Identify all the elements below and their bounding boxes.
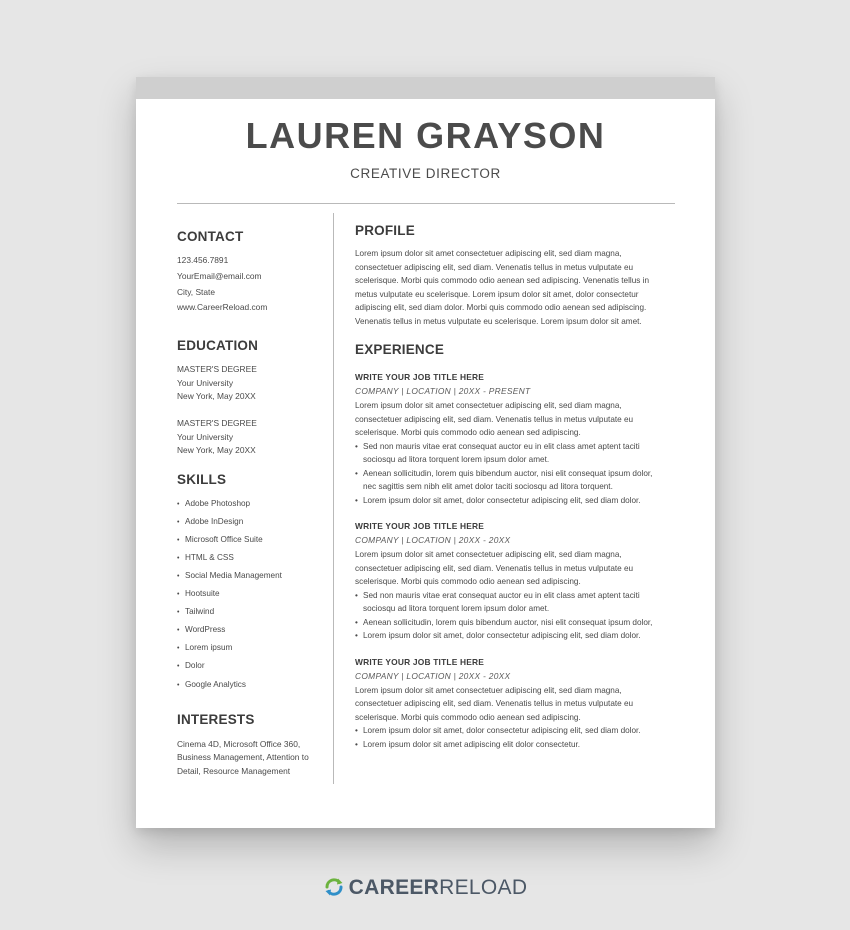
job-bullets xyxy=(355,724,675,751)
job-entry xyxy=(355,521,675,643)
interests-text xyxy=(177,738,322,779)
profile-line: scelerisque. Morbi quis commodo odio aenean sed adipiscing. Venenatis tellus in xyxy=(355,276,650,285)
header-band xyxy=(136,77,715,99)
job-bullets xyxy=(355,589,675,643)
bullet-line: • Sed non mauris vitae erat consequat auctor eu in elit class amet aptent taciti xyxy=(363,441,640,451)
job-line: scelerisque. Morbi quis commodo odio aenean sed adipiscing. xyxy=(355,712,581,722)
job-role: CREATIVE DIRECTOR xyxy=(350,166,501,181)
job-bullet xyxy=(355,440,675,467)
job-title: WRITE YOUR JOB TITLE HERE xyxy=(355,656,485,667)
job-description xyxy=(355,684,675,725)
profile-line: Lorem ipsum dolor sit amet consectetuer adipiscing elit, sed diam magna, xyxy=(355,249,622,258)
contact-heading: CONTACT xyxy=(177,229,244,244)
job-line: Lorem ipsum dolor sit amet consectetuer adipiscing elit, sed diam magna, xyxy=(355,685,622,695)
skill-item: • Tailwind xyxy=(177,603,322,621)
job-bullet xyxy=(355,629,675,643)
bullet-line: sociosqu ad litora torquent lorem ipsum dolor amet. xyxy=(363,604,550,613)
header-divider xyxy=(177,203,675,204)
job-bullet xyxy=(355,589,675,616)
column-divider xyxy=(333,213,334,784)
job-bullet xyxy=(355,738,675,752)
job-title: WRITE YOUR JOB TITLE HERE xyxy=(355,521,485,531)
skills-section xyxy=(177,472,322,694)
job-bullet xyxy=(355,494,675,508)
job-meta: COMPANY | LOCATION | 20XX - 20XX xyxy=(355,670,511,681)
right-column xyxy=(355,223,675,751)
profile-heading: PROFILE xyxy=(355,223,415,238)
degree: MASTER'S DEGREE xyxy=(177,418,257,429)
bullet-line: • Lorem ipsum dolor sit amet, dolor consectetur adipiscing elit, sed diam dolor. xyxy=(363,631,641,640)
job-line: scelerisque. Morbi quis commodo odio aenean sed adipiscing. xyxy=(355,577,581,586)
education-entry xyxy=(177,363,322,403)
skill-item: • Social Media Management xyxy=(177,567,322,585)
contact-location: City, State xyxy=(177,286,216,297)
interests-line: Cinema 4D, Microsoft Office 360, xyxy=(177,738,301,749)
bullet-line: • Aenean sollicitudin, lorem quis bibendum auctor, nisi elit consequat ipsum dolor, xyxy=(363,617,653,627)
skill-item: • WordPress xyxy=(177,621,322,639)
skill-item: • Adobe Photoshop xyxy=(177,495,322,513)
bullet-line: • Lorem ipsum dolor sit amet, dolor consectetur adipiscing elit, sed diam dolor. xyxy=(363,726,641,735)
school: Your University xyxy=(177,431,234,442)
contact-website: www.CareerReload.com xyxy=(177,302,268,313)
interests-heading: INTERESTS xyxy=(177,711,255,727)
skills-list xyxy=(177,495,322,694)
degree: MASTER'S DEGREE xyxy=(177,364,257,375)
job-line: scelerisque. Morbi quis commodo odio aenean sed adipiscing. xyxy=(355,428,581,437)
profile-line: consectetuer adipiscing elit, sed diam. Venenatis tellus in metus vulputate eu xyxy=(355,262,634,272)
left-column xyxy=(177,229,322,779)
place-date: New York, May 20XX xyxy=(177,391,256,401)
contact-email: YourEmail@email.com xyxy=(177,270,262,281)
profile-text xyxy=(355,247,675,328)
job-bullets xyxy=(355,440,675,508)
education-heading: EDUCATION xyxy=(177,338,259,354)
brand-text-reload: RELOAD xyxy=(439,876,528,899)
skill-item: • Lorem ipsum xyxy=(177,639,322,657)
profile-line: Venenatis tellus in metus vulputate eu scelerisque. Lorem ipsum dolor sit amet. xyxy=(355,316,642,326)
education-entry xyxy=(177,417,322,457)
resume-page xyxy=(136,77,715,828)
experience-section xyxy=(355,342,675,751)
interests-line: Detail, Resource Management xyxy=(177,766,291,777)
skill-item: • HTML & CSS xyxy=(177,549,322,567)
job-line: consectetuer adipiscing elit, sed diam. Venenatis tellus in metus vulputate eu xyxy=(355,699,634,708)
job-meta: COMPANY | LOCATION | 20XX - 20XX xyxy=(355,535,511,545)
bullet-line: • Aenean sollicitudin, lorem quis bibendum auctor, nisi elit consequat ipsum dolor, xyxy=(363,468,653,478)
job-line: consectetuer adipiscing elit, sed diam. Venenatis tellus in metus vulputate eu xyxy=(355,414,634,424)
job-description xyxy=(355,399,675,440)
bullet-line: • Sed non mauris vitae erat consequat auctor eu in elit class amet aptent taciti xyxy=(363,590,640,600)
school: Your University xyxy=(177,377,234,388)
skill-item: • Google Analytics xyxy=(177,676,322,694)
job-entry xyxy=(355,657,675,752)
place-date: New York, May 20XX xyxy=(177,445,256,456)
profile-line: metus vulputate eu scelerisque. Lorem ipsum dolor sit amet, dolor consectetur xyxy=(355,289,639,299)
brand-logo xyxy=(0,876,850,904)
job-meta: COMPANY | LOCATION | 20XX - PRESENT xyxy=(355,386,531,396)
bullet-line: • Lorem ipsum dolor sit amet, dolor consectetur adipiscing elit, sed diam dolor. xyxy=(363,495,641,505)
job-line: Lorem ipsum dolor sit amet consectetuer adipiscing elit, sed diam magna, xyxy=(355,550,622,559)
education-list xyxy=(177,363,322,457)
contact-details xyxy=(177,253,322,316)
experience-heading: EXPERIENCE xyxy=(355,342,445,357)
job-line: Lorem ipsum dolor sit amet consectetuer adipiscing elit, sed diam magna, xyxy=(355,401,622,410)
job-entry xyxy=(355,372,675,507)
skill-item: • Adobe InDesign xyxy=(177,513,322,531)
bullet-line: • Lorem ipsum dolor sit amet adipiscing elit dolor consectetur. xyxy=(363,739,581,749)
bullet-line: nec sagittis sem nibh elit amet dolor taciti sociosqu ad litora torquent. xyxy=(363,482,613,491)
job-bullet xyxy=(355,724,675,738)
job-description xyxy=(355,548,675,589)
contact-section xyxy=(177,229,322,316)
job-title: WRITE YOUR JOB TITLE HERE xyxy=(355,372,485,382)
refresh-arrows-icon xyxy=(323,876,345,904)
profile-line: adipiscing elit, sed diam dolor. Morbi quis commodo odio aenean sed adipiscing. xyxy=(355,303,647,312)
skill-item: • Dolor xyxy=(177,657,322,675)
job-bullet xyxy=(355,467,675,494)
skill-item: • Microsoft Office Suite xyxy=(177,531,322,549)
candidate-name: LAUREN GRAYSON xyxy=(245,115,606,156)
interests-line: Business Management, Attention to xyxy=(177,752,309,763)
interests-section xyxy=(177,712,322,779)
skills-heading: SKILLS xyxy=(177,471,227,487)
job-line: consectetuer adipiscing elit, sed diam. Venenatis tellus in metus vulputate eu xyxy=(355,563,634,573)
bullet-line: sociosqu ad litora torquent lorem ipsum dolor amet. xyxy=(363,455,550,464)
profile-section xyxy=(355,223,675,328)
education-section xyxy=(177,338,322,457)
contact-phone: 123.456.7891 xyxy=(177,255,229,265)
job-bullet xyxy=(355,616,675,630)
skill-item: • Hootsuite xyxy=(177,585,322,603)
brand-text-career: CAREER xyxy=(348,876,440,899)
